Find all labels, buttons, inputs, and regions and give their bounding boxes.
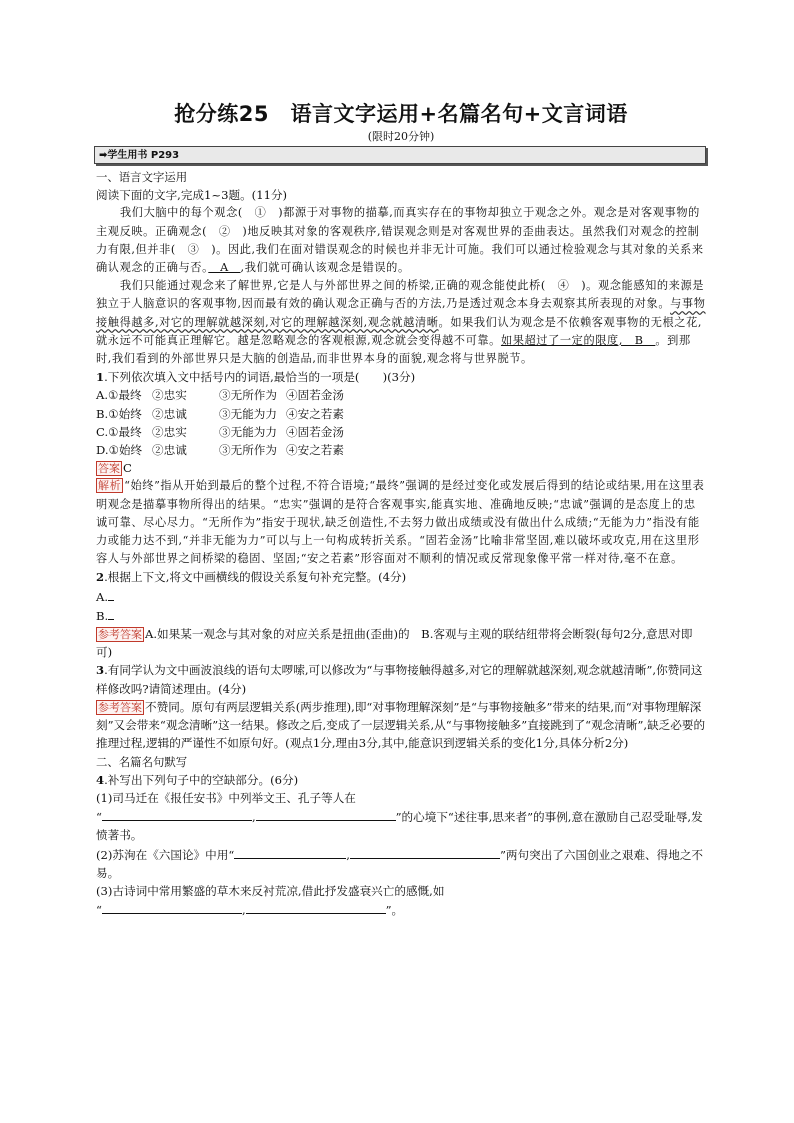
opt-c-3: ③无能为力	[219, 424, 277, 439]
q1-number: 1	[96, 370, 105, 385]
q2-stem	[96, 568, 706, 586]
q2-b-label: B.	[96, 608, 109, 623]
q1-option-d	[96, 441, 706, 459]
q3-answer-text: 不赞同。原句有两层逻辑关系(两步推理),即“对事物理解深刻”是“与事物接触多”带来的结果,而“对事物理解深刻”又会带来“观念清晰”这一结果。修改之后,变成了一层逻辑关系,从“与事物接触多”直接跳到了“观念清晰”,缺乏必要的推理过程,逻辑的严谨性不如原句好。(观点1分,理由3分,其中,能意识到逻辑关系的变化1分,具体分析2分)	[96, 699, 706, 751]
q4-3-blank-2[interactable]	[246, 900, 386, 914]
q2-a-label: A.	[96, 589, 109, 604]
opt-a-3: ③无所作为	[219, 388, 277, 403]
section2-heading: 二、名篇名句默写	[96, 754, 188, 769]
opt-d-3: ③无所作为	[219, 443, 277, 458]
q4-2-blank-1[interactable]	[234, 845, 346, 859]
q3-number: 3	[96, 663, 105, 678]
reference-answer-badge: 参考答案	[98, 628, 142, 642]
opt-c-1: C.①最终	[96, 424, 142, 439]
answer-badge: 答案	[98, 462, 120, 476]
q1-stem	[96, 368, 706, 386]
underlined-clause: 如果超过了一定的限度,	[500, 333, 623, 347]
blank-a: A	[208, 261, 241, 275]
reference-answer-badge: 参考答案	[98, 700, 142, 714]
q4-1-blank-2[interactable]	[256, 807, 396, 821]
opt-b-4: ④安之若素	[286, 406, 344, 421]
q4-stem-text: .补写出下列句子中的空缺部分。(6分)	[104, 772, 299, 787]
q4-3-blank-1[interactable]	[102, 900, 242, 914]
opt-a-1: A.①最终	[96, 388, 142, 403]
opt-a-4: ④固若金汤	[286, 388, 344, 403]
q4-2-blank-2[interactable]	[350, 845, 500, 859]
opt-b-2: ②忠诚	[152, 406, 187, 421]
q2-answer-text: A.如果某一观念与其对象的对应关系是扭曲(歪曲)的 B.客观与主观的联结纽带将会断裂(每句2分,意思对即可)	[96, 627, 693, 660]
q4-number: 4	[96, 772, 105, 787]
page-title: 抢分练25 语言文字运用+名篇名句+文言词语	[174, 102, 628, 126]
q1-option-b	[96, 405, 706, 423]
reading-intro: 阅读下面的文字,完成1~3题。(11分)	[96, 188, 288, 203]
opt-a-2: ②忠实	[152, 388, 187, 403]
q2-stem-text: .根据上下文,将文中画横线的假设关系复句补充完整。(4分)	[104, 570, 407, 585]
q3-answer	[96, 698, 706, 753]
q2-number: 2	[96, 570, 105, 585]
opt-b-3: ③无能为力	[219, 406, 277, 421]
p1-text-b: ,我们就可确认该观念是错误的。	[240, 261, 410, 275]
analysis-badge: 解析	[98, 479, 122, 493]
q4-item-2: (2)苏洵在《六国论》中用“ , ”两句突出了六国创业之艰难、得地之不易。	[96, 845, 706, 882]
q1-option-a	[96, 386, 706, 404]
q4-1-text-a: (1)司马迁在《报任安书》中列举文王、孔子等人在	[96, 790, 356, 805]
q2-a-line	[108, 587, 114, 601]
q1-option-c	[96, 423, 706, 441]
q1-answer-text: C	[123, 461, 132, 476]
opt-b-1: B.①始终	[96, 406, 142, 421]
q1-analysis-text: “始终”指从开始到最后的整个过程,不符合语境;“最终”强调的是经过变化或发展后得到的结论或结果,用在这里表明观念是描摹事物所得出的结果。“忠实”强调的是符合客观事实,能真实地、准确地反映;“忠诚”强调的是态度上的忠诚可靠、尽心尽力。“无所作为”指安于现状,缺乏创造性,不去努力做出成绩或没有做出什么成绩;“无能为力”指没有能力或能力达不到,“并非无能为力”可以与上一句构成转折关系。“固若金汤”比喻非常坚固,难以破坏或攻克,用在这里形容人与外部世界之间桥梁的稳固、坚固;“安之若素”形容面对不顺利的情况或反常现象像平常一样对待,毫不在意。	[96, 479, 705, 566]
q4-item-3: (3)古诗词中常用繁盛的草木来反衬荒凉,借此抒发盛衰兴亡的感慨,如 “ , ”。	[96, 883, 445, 918]
q2-blank-a	[96, 587, 706, 606]
q4-3-text-a: (3)古诗词中常用繁盛的草木来反衬荒凉,借此抒发盛衰兴亡的感慨,如	[96, 883, 445, 898]
q1-stem-text: .下列依次填入文中括号内的词语,最恰当的一项是( )(3分)	[104, 370, 416, 385]
section1-heading: 一、语言文字运用	[96, 170, 188, 184]
q4-1-text-b: ”的心境下“述往事,思来者”的事例,意在激励自己忍受耻辱,发愤著书。	[96, 810, 703, 843]
q4-1-blank-1[interactable]	[102, 807, 252, 821]
q4-3-text-b: ”。	[385, 903, 404, 918]
q2-blank-b	[96, 606, 706, 625]
q1-answer	[96, 459, 706, 477]
opt-d-2: ②忠诚	[152, 443, 187, 458]
passage-paragraph-2	[96, 277, 706, 368]
q4-item-1: (1)司马迁在《报任安书》中列举文王、孔子等人在 “ , ”的心境下“述往事,思来者”的事例,意在激励自己忍受耻辱,发愤著书。	[96, 790, 703, 843]
opt-c-2: ②忠实	[152, 424, 187, 439]
q4-2-text-a: (2)苏洵在《六国论》中用“	[96, 847, 235, 862]
student-book-bar: ➡学生用书 P293	[94, 146, 706, 164]
q3-stem-text: .有同学认为文中画波浪线的语句太啰嗦,可以修改为“与事物接触得越多,对它的理解就越深刻,观念就越清晰”,你赞同这样修改吗?请简述理由。(4分)	[96, 663, 703, 696]
wavy-underlined-sentence: 与事物接触得越多,对它的理解就越深刻,对它的理解越深刻,观念就越清晰	[96, 297, 706, 329]
q3-stem	[96, 661, 706, 697]
p2-text-c: 。到那时,我们看到的外部世界只是大脑的创造品,而非世界本身的面貌,观念将与世界脱节。	[96, 333, 691, 366]
opt-d-4: ④安之若素	[286, 443, 344, 458]
p1-text-a: 我们大脑中的每个观念( ① )都源于对事物的描摹,而真实存在的事物却独立于观念之外。观念是对客观事物的主观反映。正确观念( ② )地反映其对象的客观秩序,错误观念则是对客观世界的歪曲表达。虽然我们对观念的控制力有限,但并非( ③ )。因此,我们在面对错误观念的时候也并非无计可施。我们可以通过检验观念与其对象的关系来确认观念的正确与否。	[96, 206, 704, 275]
q4-2-text-b: ”两句突出了六国创业之艰难、得地之不易。	[96, 847, 704, 880]
q2-b-line	[108, 606, 114, 620]
content-area	[96, 168, 706, 919]
opt-d-1: D.①始终	[96, 443, 143, 458]
p2-text-b: 。如果我们认为观念是不依赖客观事物的无根之花,就永远不可能真正理解它。越是忽略观念的客观根源,观念就会变得越不可靠。	[96, 315, 703, 347]
opt-c-4: ④固若金汤	[286, 424, 344, 439]
q1-analysis	[96, 477, 706, 568]
q4-stem	[96, 771, 706, 789]
q2-answer	[96, 625, 706, 661]
time-limit-note: (限时20分钟)	[367, 130, 435, 143]
p2-text-a: 我们只能通过观念来了解世界,它是人与外部世界之间的桥梁,正确的观念能使此桥( ④ )。观念能感知的来源是独立于人脑意识的客观事物,因而最有效的确认观念正确与否的方法,乃是透过观念本身去观察其所表现的对象。	[96, 279, 705, 311]
passage-paragraph-1	[96, 204, 706, 277]
blank-b: B	[622, 333, 656, 347]
